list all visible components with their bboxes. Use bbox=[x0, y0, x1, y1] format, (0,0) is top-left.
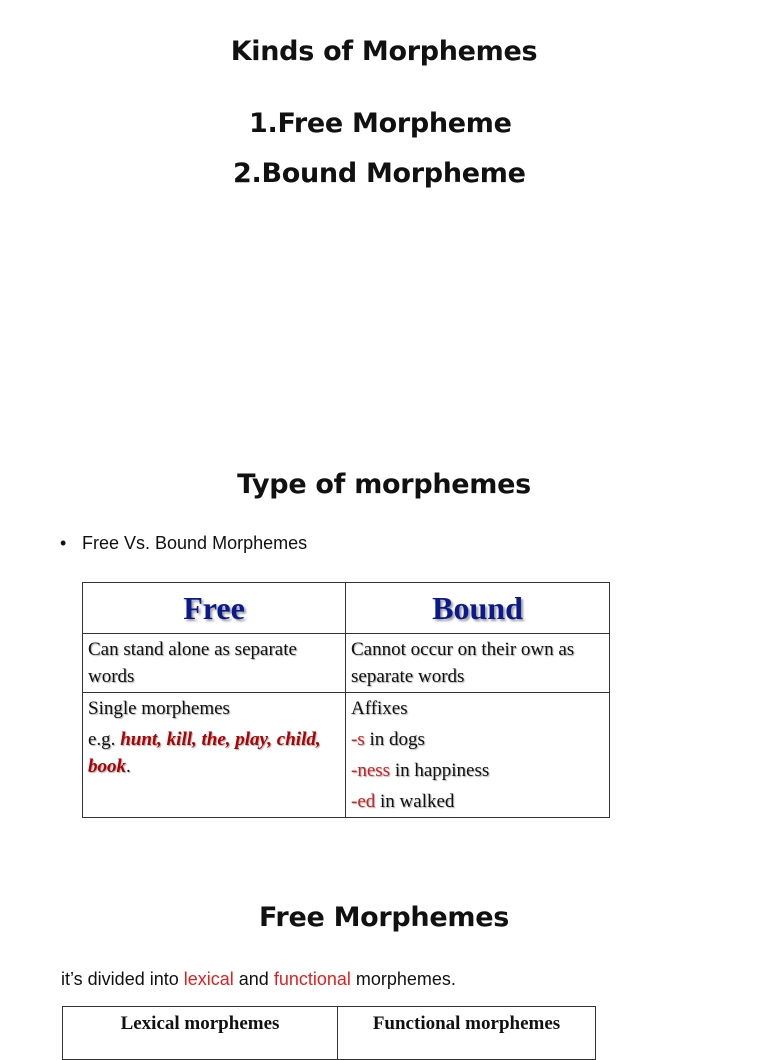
table-row bbox=[83, 693, 610, 818]
heading-free-morphemes: Free Morphemes bbox=[259, 902, 509, 933]
bullet-item bbox=[60, 533, 307, 554]
para-text: and bbox=[233, 969, 274, 989]
kinds-list-item-2 bbox=[233, 158, 526, 189]
free-examples-line bbox=[88, 726, 340, 780]
affix-example bbox=[351, 788, 604, 815]
highlight-functional: functional bbox=[273, 969, 351, 989]
affix-example bbox=[351, 726, 604, 753]
affix-example-word: in walked bbox=[375, 791, 455, 812]
highlight-lexical: lexical bbox=[183, 969, 234, 989]
eg-prefix: e.g. bbox=[88, 729, 121, 750]
affix-example-word: in dogs bbox=[364, 729, 425, 750]
heading-kinds-of-morphemes: Kinds of Morphemes bbox=[230, 36, 538, 67]
para-text: it’s divided into bbox=[61, 969, 184, 989]
list-number: 2. bbox=[233, 158, 262, 189]
lexical-functional-table bbox=[62, 1006, 596, 1060]
header-lexical: Lexical morphemes bbox=[63, 1007, 338, 1060]
list-label: Free Morpheme bbox=[277, 108, 512, 139]
affix: -ed bbox=[351, 791, 376, 812]
list-number: 1. bbox=[249, 108, 278, 139]
affix-example bbox=[351, 757, 604, 784]
bound-examples-title: Affixes bbox=[351, 698, 408, 719]
affix-example-word: in happiness bbox=[390, 760, 490, 781]
cell-bound-definition: Cannot occur on their own as separate words bbox=[346, 634, 610, 693]
header-bound: Bound bbox=[346, 583, 610, 634]
affix: -ness bbox=[351, 760, 391, 781]
list-label: Bound Morpheme bbox=[261, 158, 526, 189]
affix: -s bbox=[351, 729, 365, 750]
bullet-text: Free Vs. Bound Morphemes bbox=[82, 533, 308, 553]
para-text: morphemes. bbox=[350, 969, 456, 989]
free-example-words: hunt, kill, the, play, child, book bbox=[88, 729, 321, 777]
heading-type-of-morphemes: Type of morphemes bbox=[237, 469, 531, 500]
header-functional: Functional morphemes bbox=[338, 1007, 596, 1060]
table-row bbox=[83, 634, 610, 693]
table-header-row bbox=[83, 583, 610, 634]
cell-bound-examples bbox=[346, 693, 610, 818]
header-free: Free bbox=[83, 583, 346, 634]
cell-free-definition: Can stand alone as separate words bbox=[83, 634, 346, 693]
eg-suffix: . bbox=[126, 756, 131, 777]
table-header-row bbox=[63, 1007, 596, 1060]
bullet-dot-icon: • bbox=[60, 533, 67, 553]
free-vs-bound-table bbox=[82, 582, 610, 818]
free-examples-title: Single morphemes bbox=[88, 698, 230, 719]
kinds-list-item-1 bbox=[249, 108, 512, 139]
cell-free-examples bbox=[83, 693, 346, 818]
divided-paragraph bbox=[61, 969, 456, 990]
